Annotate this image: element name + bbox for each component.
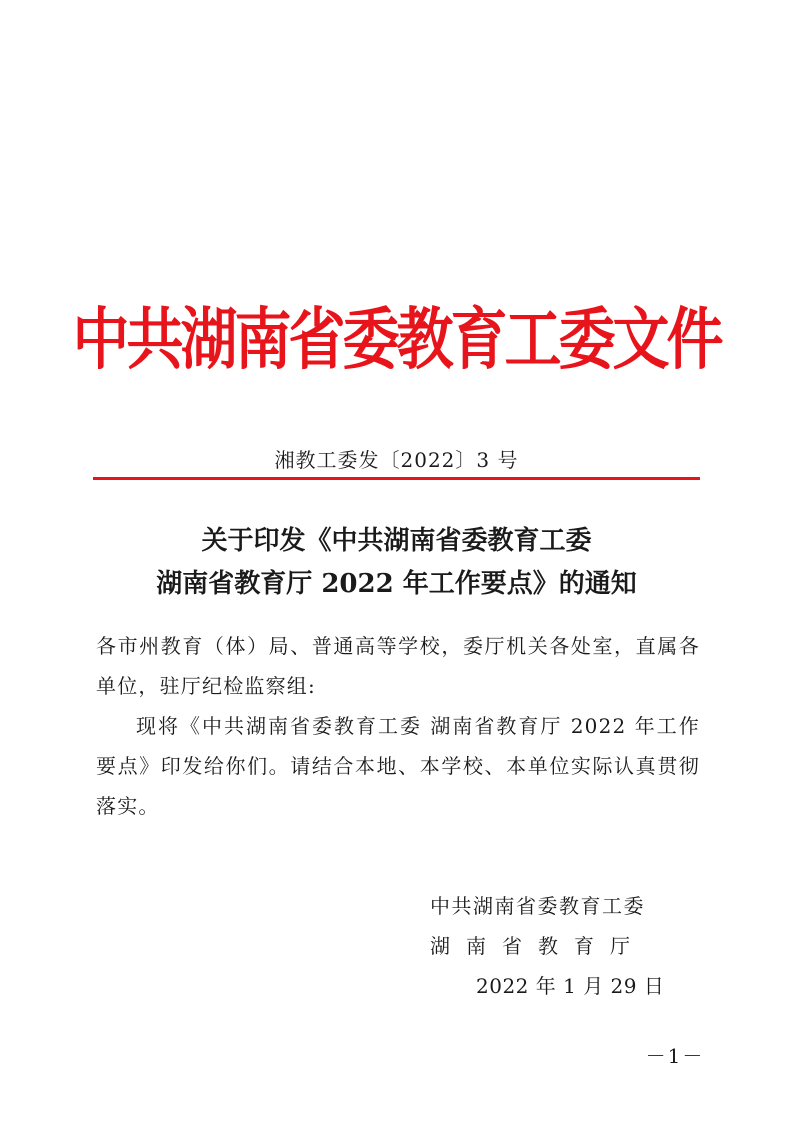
red-divider-line bbox=[93, 477, 700, 480]
signature-block bbox=[430, 886, 670, 1006]
notice-title-line-2: 湖南省教育厅 2022 年工作要点》的通知 bbox=[156, 569, 637, 599]
document-number: 湘教工委发〔2022〕3 号 bbox=[274, 448, 519, 472]
notice-body bbox=[96, 626, 700, 826]
page-number: －1－ bbox=[645, 1044, 705, 1068]
main-paragraph: 现将《中共湖南省委教育工委 湖南省教育厅 2022 年工作要点》印发给你们。请结合本地、本学校、本单位实际认真贯彻落实。 bbox=[96, 714, 700, 818]
signature-org-1: 中共湖南省委教育工委 bbox=[430, 894, 645, 918]
recipients-paragraph: 各市州教育（体）局、普通高等学校，委厅机关各处室，直属各单位，驻厅纪检监察组: bbox=[96, 634, 700, 698]
notice-title-line-1: 关于印发《中共湖南省委教育工委 bbox=[201, 526, 592, 556]
signature-org-2: 湖南省教育厅 bbox=[430, 934, 646, 958]
signature-date: 2022 年 1 月 29 日 bbox=[476, 974, 665, 998]
masthead-title: 中共湖南省委教育工委文件 bbox=[72, 299, 721, 379]
notice-title bbox=[60, 520, 733, 606]
